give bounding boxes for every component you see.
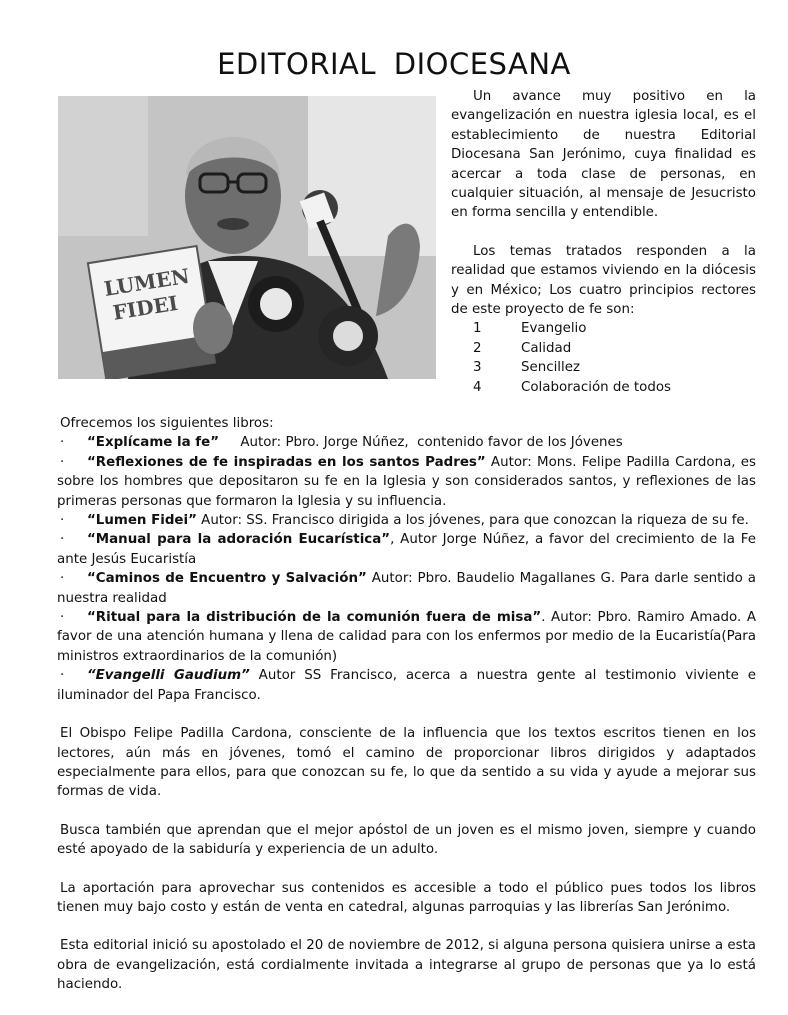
book-description: Autor: Mons. Felipe Padilla Cardona, es sobre los hombres que depositaron su fe en la Iglesia y son considerados santos, y reflexiones de las primeras personas que formaron la Iglesia y su influencia. (57, 454, 756, 509)
paragraph: La aportación para aprovechar sus contenidos es accesible a todo el público pues todos los libros tienen muy bajo costo y están de venta en catedral, algunas parroquias y las librerías San Jerónimo. (57, 880, 756, 915)
book-item (57, 433, 756, 452)
bullet: · (60, 513, 65, 529)
bullet: · (60, 435, 65, 451)
principle-item (451, 319, 756, 338)
principle-number: 4 (473, 379, 482, 395)
intro-paragraph-2: Los temas tratados responden a la realidad que estamos viviendo en la diócesis y en México; Los cuatro principios rectores de este proyecto de fe son: (451, 243, 756, 318)
book-description: Autor: Pbro. Baudelio Magallanes G. Para darle sentido a nuestra realidad (57, 571, 756, 606)
book-item (57, 511, 756, 530)
book-description: Autor: SS. Francisco dirigida a los jóvenes, para que conozcan la riqueza de su fe. (196, 513, 749, 529)
bullet: · (60, 454, 65, 470)
bullet: · (60, 571, 65, 587)
bullet: · (60, 668, 65, 684)
book-title: “Ritual para la distribución de la comunión fuera de misa” (87, 610, 542, 626)
principle-label: Calidad (521, 340, 572, 356)
book-title: “Caminos de Encuentro y Salvación” (87, 571, 367, 587)
book-item (57, 530, 756, 569)
books-heading: Ofrecemos los siguientes libros: (60, 416, 274, 431)
book-description: Autor: Pbro. Jorge Núñez, contenido favor de los Jóvenes (219, 435, 623, 451)
principle-label: Colaboración de todos (521, 379, 671, 395)
book-title: “Manual para la adoración Eucarística” (87, 532, 391, 548)
paragraph: Esta editorial inició su apostolado el 20 de noviembre de 2012, si alguna persona quisiera unirse a esta obra de evangelización, está cordialmente invitada a integrarse al grupo de personas que ya lo está haciendo. (57, 938, 756, 993)
book-item (57, 666, 756, 705)
book-item (57, 569, 756, 608)
principle-item (451, 378, 756, 397)
principle-number: 1 (473, 321, 482, 337)
main-text (57, 414, 756, 995)
principle-item (451, 358, 756, 377)
book-title: “Explícame la fe” (87, 435, 220, 451)
paragraph: Busca también que aprendan que el mejor apóstol de un joven es el mismo joven, siempre y cuando esté apoyado de la sabiduría y experiencia de un adulto. (57, 822, 756, 858)
page-title: EDITORIAL DIOCESANA (217, 47, 571, 82)
book-title-line1: LUMEN (102, 263, 192, 301)
principle-item (451, 339, 756, 358)
book-description: . Autor: Pbro. Ramiro Amado. A favor de una atención humana y llena de calidad para con los enfermos por medio de la Eucaristía(Para ministros extraordinarios de la comunión) (57, 610, 757, 664)
bullet: · (60, 610, 65, 626)
book-item (57, 608, 756, 666)
book-title: “Lumen Fidei” (87, 513, 197, 529)
book-description: , Autor Jorge Núñez, a favor del crecimiento de la Fe ante Jesús Eucaristía (57, 532, 756, 567)
photo-illustration (58, 96, 436, 379)
bullet: · (60, 532, 65, 548)
press-photo (58, 96, 436, 379)
book-description: Autor SS Francisco, acerca a nuestra gente al testimonio viviente e iluminador del Papa Francisco. (57, 668, 757, 703)
principle-label: Evangelio (521, 321, 587, 337)
paragraph: El Obispo Felipe Padilla Cardona, consciente de la influencia que los textos escritos tienen en los lectores, aún más en jóvenes, tomó el camino de proporcionar libros dirigidos y adaptados especialmente para ellos, para que conozcan su fe, lo que da sentido a su vida y ayude a mejorar sus formas de vida. (57, 726, 756, 800)
intro-paragraph-1: Un avance muy positivo en la evangelización en nuestra iglesia local, es el establecimiento de nuestra Editorial Diocesana San Jerónimo, cuya finalidad es acercar a toda clase de personas, en cualquier situación, al mensaje de Jesucristo en forma sencilla y entendible. (451, 89, 756, 221)
book-title: “Reflexiones de fe inspiradas en los santos Padres” (87, 454, 486, 470)
principle-number: 3 (473, 360, 482, 376)
principle-number: 2 (473, 340, 482, 356)
intro-column (451, 87, 756, 397)
book-title-line2: FIDEI (111, 290, 180, 325)
book-title: “Evangelli Gaudium” (87, 668, 250, 684)
book-item (57, 453, 756, 511)
principle-label: Sencillez (521, 360, 581, 376)
principles-list (451, 319, 756, 397)
